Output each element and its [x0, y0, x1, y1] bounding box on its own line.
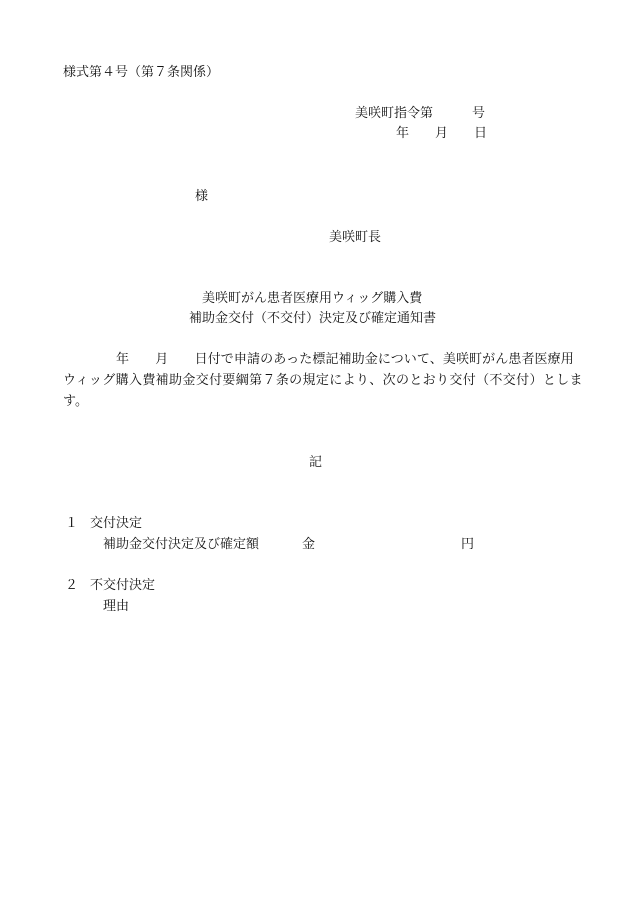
grant-amount-yen: 円: [461, 537, 475, 552]
form-number: 様式第４号（第７条関係）: [63, 65, 220, 80]
title-line-2: 補助金交付（不交付）決定及び確定通知書: [189, 311, 437, 326]
body-line-3: す。: [63, 394, 88, 409]
reason-label: 理由: [103, 599, 130, 614]
grant-amount-kin: 金: [302, 537, 316, 552]
issuer: 美咲町長: [329, 230, 382, 245]
title-line-1: 美咲町がん患者医療用ウィッグ購入費: [202, 291, 423, 306]
ki-label: 記: [309, 455, 323, 470]
addressee-suffix: 様: [195, 189, 209, 204]
notice-date: 年 月 日: [396, 126, 488, 141]
body-line-1: 年 月 日付で申請のあった標記補助金について、美咲町がん患者医療用: [116, 352, 574, 367]
section-2-heading: 不交付決定: [90, 578, 156, 593]
grant-amount-label: 補助金交付決定及び確定額: [103, 537, 260, 552]
notice-number: 美咲町指令第 号: [355, 106, 486, 121]
section-1-heading: 交付決定: [90, 516, 143, 531]
section-2-number: ２: [65, 578, 79, 593]
section-1-number: １: [65, 516, 79, 531]
body-line-2: ウィッグ購入費補助金交付要綱第７条の規定により、次のとおり交付（不交付）としま: [63, 373, 583, 388]
